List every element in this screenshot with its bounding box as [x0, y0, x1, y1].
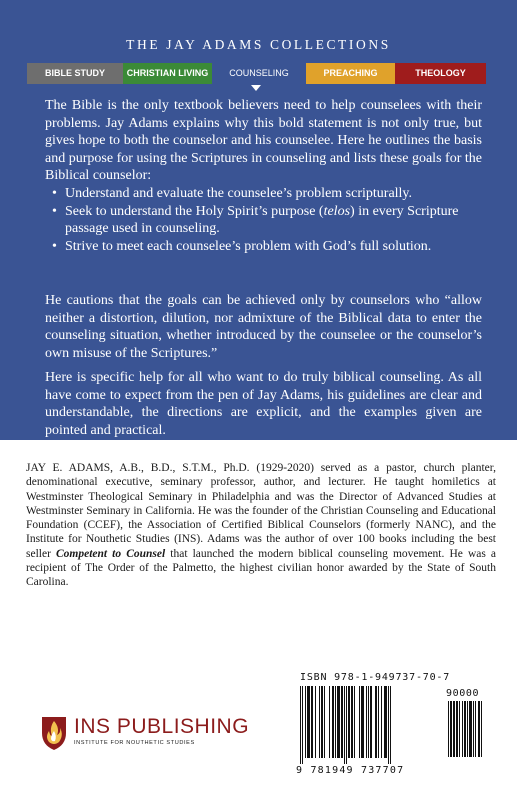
barcode-bar	[375, 686, 377, 758]
barcode-bar	[467, 701, 468, 757]
blurb-intro-section	[45, 97, 482, 255]
barcode-bar	[481, 701, 482, 757]
isbn-barcode	[296, 668, 492, 784]
bio-book-title: Competent to Counsel	[55, 547, 166, 560]
barcode-bar	[366, 686, 367, 758]
barcode-bar	[324, 686, 325, 758]
barcode-bar	[456, 701, 458, 757]
category-tabs	[27, 63, 486, 84]
goals-list	[45, 185, 482, 255]
tab-preaching: PREACHING	[306, 63, 395, 84]
barcode-bar	[300, 686, 301, 764]
barcode-bar	[462, 701, 463, 757]
barcode-bar	[307, 686, 310, 758]
publisher-subtitle: INSTITUTE FOR NOUTHETIC STUDIES	[74, 740, 195, 746]
flame-shield-icon	[38, 711, 70, 751]
barcode-bar	[469, 701, 472, 757]
barcode-bar	[311, 686, 313, 758]
goal-item: • Strive to meet each counselee’s problem with God’s full solution.	[65, 238, 482, 256]
barcode-bar	[332, 686, 334, 758]
goal-emphasis: telos	[323, 203, 351, 219]
blurb-caution	[45, 292, 482, 362]
barcode-bar	[335, 686, 336, 758]
bio-text: JAY E. ADAMS, A.B., B.D., S.T.M., Ph.D. (1929-2020) served as a pastor, church planter, denominational executive, seminary professor, author, and lecturer. He taught homiletics at Westminster Theological Seminary in Philadelphia and was the Director of Advanced Studies at Westminster Seminary in California. He was the founder of the Christian Counseling and Educational Foundation (CCEF), the Association of Certified Biblical Counselors (formerly NANC), and the Institute for Nouthetic Studies (INS). Adams was the author of over 100 books including the best seller	[26, 462, 496, 560]
barcode-digits: 9 781949 737707	[296, 765, 405, 776]
barcode-bar	[453, 701, 455, 757]
selected-tab-pointer-icon	[251, 85, 261, 91]
isbn-text: ISBN 978-1-949737-70-7	[300, 672, 451, 683]
goal-item: • Understand and evaluate the counselee’s problem scripturally.	[65, 185, 482, 203]
barcode-bar	[361, 686, 364, 758]
barcode-bar	[390, 686, 391, 764]
publisher-name: INS PUBLISHING	[74, 715, 250, 738]
tab-counseling: COUNSELING	[229, 68, 289, 78]
barcode-bar	[388, 686, 389, 764]
barcode-bar	[337, 686, 340, 758]
tab-bible-study: BIBLE STUDY	[27, 63, 123, 84]
barcode-bar	[346, 686, 347, 764]
barcode-bar	[448, 701, 449, 757]
goal-text: ) in every Scripture passage used in counseling.	[65, 203, 459, 237]
author-bio	[26, 461, 496, 590]
barcode-bar	[384, 686, 387, 758]
series-title: THE JAY ADAMS COLLECTIONS	[126, 37, 391, 52]
barcode-bar	[321, 686, 323, 758]
barcode-bar	[464, 701, 466, 757]
barcode-bar	[351, 686, 353, 758]
barcode-bar	[370, 686, 372, 758]
barcode-bar	[305, 686, 306, 758]
addon-barcode-bars	[446, 701, 488, 765]
barcode-bar	[315, 686, 316, 758]
blurb-help	[45, 369, 482, 439]
barcode-bar	[354, 686, 355, 758]
barcode-bar	[378, 686, 379, 758]
barcode-bar	[329, 686, 330, 758]
barcode-bar	[341, 686, 343, 758]
help-text: Here is specific help for all who want to do truly biblical counseling. As all have come to expect from the pen of Jay Adams, his guidelines are clear and understandable, the directions are explicit, and the examples given are pointed and practical.	[45, 370, 482, 438]
barcode-bar	[478, 701, 480, 757]
bio-text: that launched the modern biblical counseling movement. He was a recipient of The Order of the Palmetto, the highest civilian honor awarded by the State of South Carolina.	[26, 547, 497, 589]
goal-item	[65, 203, 482, 238]
goal-text: Seek to understand the Holy Spirit’s purpose (	[65, 203, 324, 219]
price-code: 90000	[446, 688, 480, 699]
barcode-bar	[450, 701, 452, 757]
tab-theology: THEOLOGY	[395, 63, 486, 84]
blurb-intro: The Bible is the only textbook believers need to help counselees with their problems. Jay Adams explains why this bold statement is not only true, but gives hope to both the counselor and his counselee. Here he outlines the basis and purpose for using the Scriptures in counseling and lists these goals for the Biblical counselor:	[45, 98, 482, 184]
barcode-bar	[302, 686, 303, 764]
barcode-bar	[459, 701, 460, 757]
barcode-bar	[359, 686, 360, 758]
ean-barcode-bars	[298, 686, 438, 766]
barcode-bar	[368, 686, 369, 758]
barcode-bar	[348, 686, 350, 758]
barcode-bar	[475, 701, 476, 757]
barcode-bar	[381, 686, 382, 758]
caution-text: He cautions that the goals can be achieved only by counselors who “allow neither a distortion, dilution, nor admixture of the Biblical data to enter the counseling situation, whether introduced by the counselee or the counselor’s own misuse of the Scriptures.”	[45, 293, 482, 361]
barcode-bar	[344, 686, 345, 764]
barcode-bar	[319, 686, 320, 758]
tab-christian-living: CHRISTIAN LIVING	[123, 63, 212, 84]
publisher-logo	[38, 711, 268, 751]
barcode-bar	[473, 701, 474, 757]
